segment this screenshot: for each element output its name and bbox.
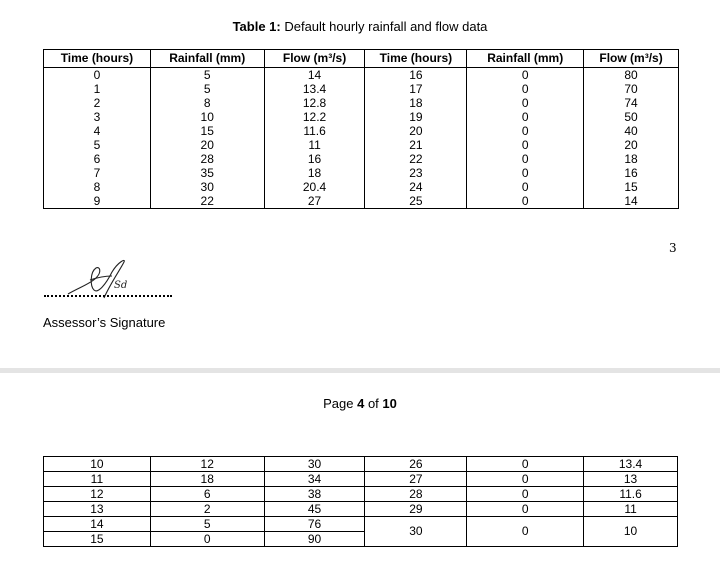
assessor-signature <box>60 258 170 307</box>
table-cell: 14 <box>44 517 151 532</box>
table-cell: 11.6 <box>264 124 365 138</box>
table-cell: 4 <box>44 124 151 138</box>
table-cell: 18 <box>150 472 264 487</box>
table-cell: 18 <box>264 166 365 180</box>
header-time-2: Time (hours) <box>365 50 467 68</box>
table-cell: 15 <box>584 180 679 194</box>
table-cell: 20 <box>584 138 679 152</box>
table-cell: 17 <box>365 82 467 96</box>
signature-line <box>44 295 172 297</box>
table-cell: 28 <box>365 487 467 502</box>
table-cell: 30 <box>150 180 264 194</box>
table-cell: 13.4 <box>264 82 365 96</box>
table-row <box>44 180 679 194</box>
table-cell: 10 <box>150 110 264 124</box>
table-row <box>44 502 678 517</box>
table-cell: 12.2 <box>264 110 365 124</box>
table-cell: 27 <box>264 194 365 209</box>
svg-text:Sd: Sd <box>114 280 128 291</box>
table-row <box>44 472 678 487</box>
table-cell: 6 <box>150 487 264 502</box>
table-cell: 12 <box>44 487 151 502</box>
table-cell: 5 <box>150 82 264 96</box>
table-cell: 0 <box>467 138 584 152</box>
table-cell: 27 <box>365 472 467 487</box>
page-separator <box>0 368 720 373</box>
table-cell: 6 <box>44 152 151 166</box>
table-cell: 0 <box>467 110 584 124</box>
table-cell: 14 <box>584 194 679 209</box>
table-row <box>44 138 679 152</box>
table-cell: 70 <box>584 82 679 96</box>
table-row <box>44 82 679 96</box>
page-indicator: Page 4 of 10 <box>323 396 397 411</box>
table-cell: 11 <box>264 138 365 152</box>
table-cell: 40 <box>584 124 679 138</box>
table-cell: 0 <box>467 96 584 110</box>
table-cell: 13 <box>44 502 151 517</box>
table-cell: 18 <box>584 152 679 166</box>
table-cell: 0 <box>467 124 584 138</box>
rainfall-flow-table-part2 <box>43 456 678 547</box>
table-cell: 15 <box>44 532 151 547</box>
table-cell: 2 <box>44 96 151 110</box>
table-cell: 0 <box>467 180 584 194</box>
table-caption <box>0 19 720 34</box>
table-cell: 0 <box>467 68 584 83</box>
table-row <box>44 152 679 166</box>
table-row <box>44 68 679 83</box>
table-cell: 12 <box>150 457 264 472</box>
table-cell: 1 <box>44 82 151 96</box>
table-cell: 26 <box>365 457 467 472</box>
header-flow-2: Flow (m³/s) <box>584 50 679 68</box>
table-cell: 90 <box>264 532 365 547</box>
table-cell: 18 <box>365 96 467 110</box>
table-cell: 0 <box>467 194 584 209</box>
table-cell-merged: 0 <box>467 517 584 547</box>
table-cell: 11.6 <box>584 487 678 502</box>
table-cell: 35 <box>150 166 264 180</box>
table-cell: 16 <box>365 68 467 83</box>
table-row <box>44 124 679 138</box>
table-cell: 8 <box>44 180 151 194</box>
table-cell: 10 <box>44 457 151 472</box>
table-row <box>44 96 679 110</box>
table-cell: 0 <box>467 487 584 502</box>
table-cell: 9 <box>44 194 151 209</box>
table-cell: 8 <box>150 96 264 110</box>
caption-label: Table 1: <box>232 19 281 34</box>
table-cell: 76 <box>264 517 365 532</box>
header-time-1: Time (hours) <box>44 50 151 68</box>
table-cell: 13 <box>584 472 678 487</box>
table-cell: 28 <box>150 152 264 166</box>
table-cell: 0 <box>44 68 151 83</box>
table-cell: 30 <box>264 457 365 472</box>
table-cell: 16 <box>264 152 365 166</box>
table-cell: 21 <box>365 138 467 152</box>
table-cell: 22 <box>150 194 264 209</box>
table-cell-merged: 10 <box>584 517 678 547</box>
table-cell: 22 <box>365 152 467 166</box>
table-cell: 0 <box>467 166 584 180</box>
table-cell: 11 <box>584 502 678 517</box>
table-cell: 20 <box>365 124 467 138</box>
table-cell: 0 <box>150 532 264 547</box>
table-cell: 34 <box>264 472 365 487</box>
table-cell-merged: 30 <box>365 517 467 547</box>
table-row <box>44 166 679 180</box>
table-cell: 5 <box>150 517 264 532</box>
table-row <box>44 487 678 502</box>
page-number: 3 <box>669 241 677 255</box>
table-cell: 5 <box>150 68 264 83</box>
header-flow-1: Flow (m³/s) <box>264 50 365 68</box>
table-cell: 5 <box>44 138 151 152</box>
table-cell: 15 <box>150 124 264 138</box>
signature-label: Assessor’s Signature <box>43 315 166 330</box>
table-row <box>44 517 678 532</box>
table-cell: 29 <box>365 502 467 517</box>
table-cell: 14 <box>264 68 365 83</box>
table-cell: 19 <box>365 110 467 124</box>
table-cell: 20 <box>150 138 264 152</box>
table-cell: 50 <box>584 110 679 124</box>
table-cell: 23 <box>365 166 467 180</box>
table-header-row <box>44 50 679 68</box>
table-cell: 2 <box>150 502 264 517</box>
caption-text: Default hourly rainfall and flow data <box>280 19 488 34</box>
table-row <box>44 194 679 209</box>
table-cell: 11 <box>44 472 151 487</box>
table-cell: 13.4 <box>584 457 678 472</box>
table-cell: 80 <box>584 68 679 83</box>
table-cell: 0 <box>467 152 584 166</box>
header-rainfall-1: Rainfall (mm) <box>150 50 264 68</box>
rainfall-flow-table-part1 <box>43 49 679 209</box>
table-cell: 38 <box>264 487 365 502</box>
table-cell: 16 <box>584 166 679 180</box>
header-rainfall-2: Rainfall (mm) <box>467 50 584 68</box>
table-cell: 25 <box>365 194 467 209</box>
table-cell: 20.4 <box>264 180 365 194</box>
table-cell: 0 <box>467 82 584 96</box>
table-cell: 3 <box>44 110 151 124</box>
table-cell: 7 <box>44 166 151 180</box>
table-cell: 74 <box>584 96 679 110</box>
table-cell: 12.8 <box>264 96 365 110</box>
table-cell: 0 <box>467 457 584 472</box>
table-row <box>44 110 679 124</box>
table-row <box>44 457 678 472</box>
table-cell: 0 <box>467 502 584 517</box>
table-cell: 45 <box>264 502 365 517</box>
table-cell: 24 <box>365 180 467 194</box>
table-cell: 0 <box>467 472 584 487</box>
